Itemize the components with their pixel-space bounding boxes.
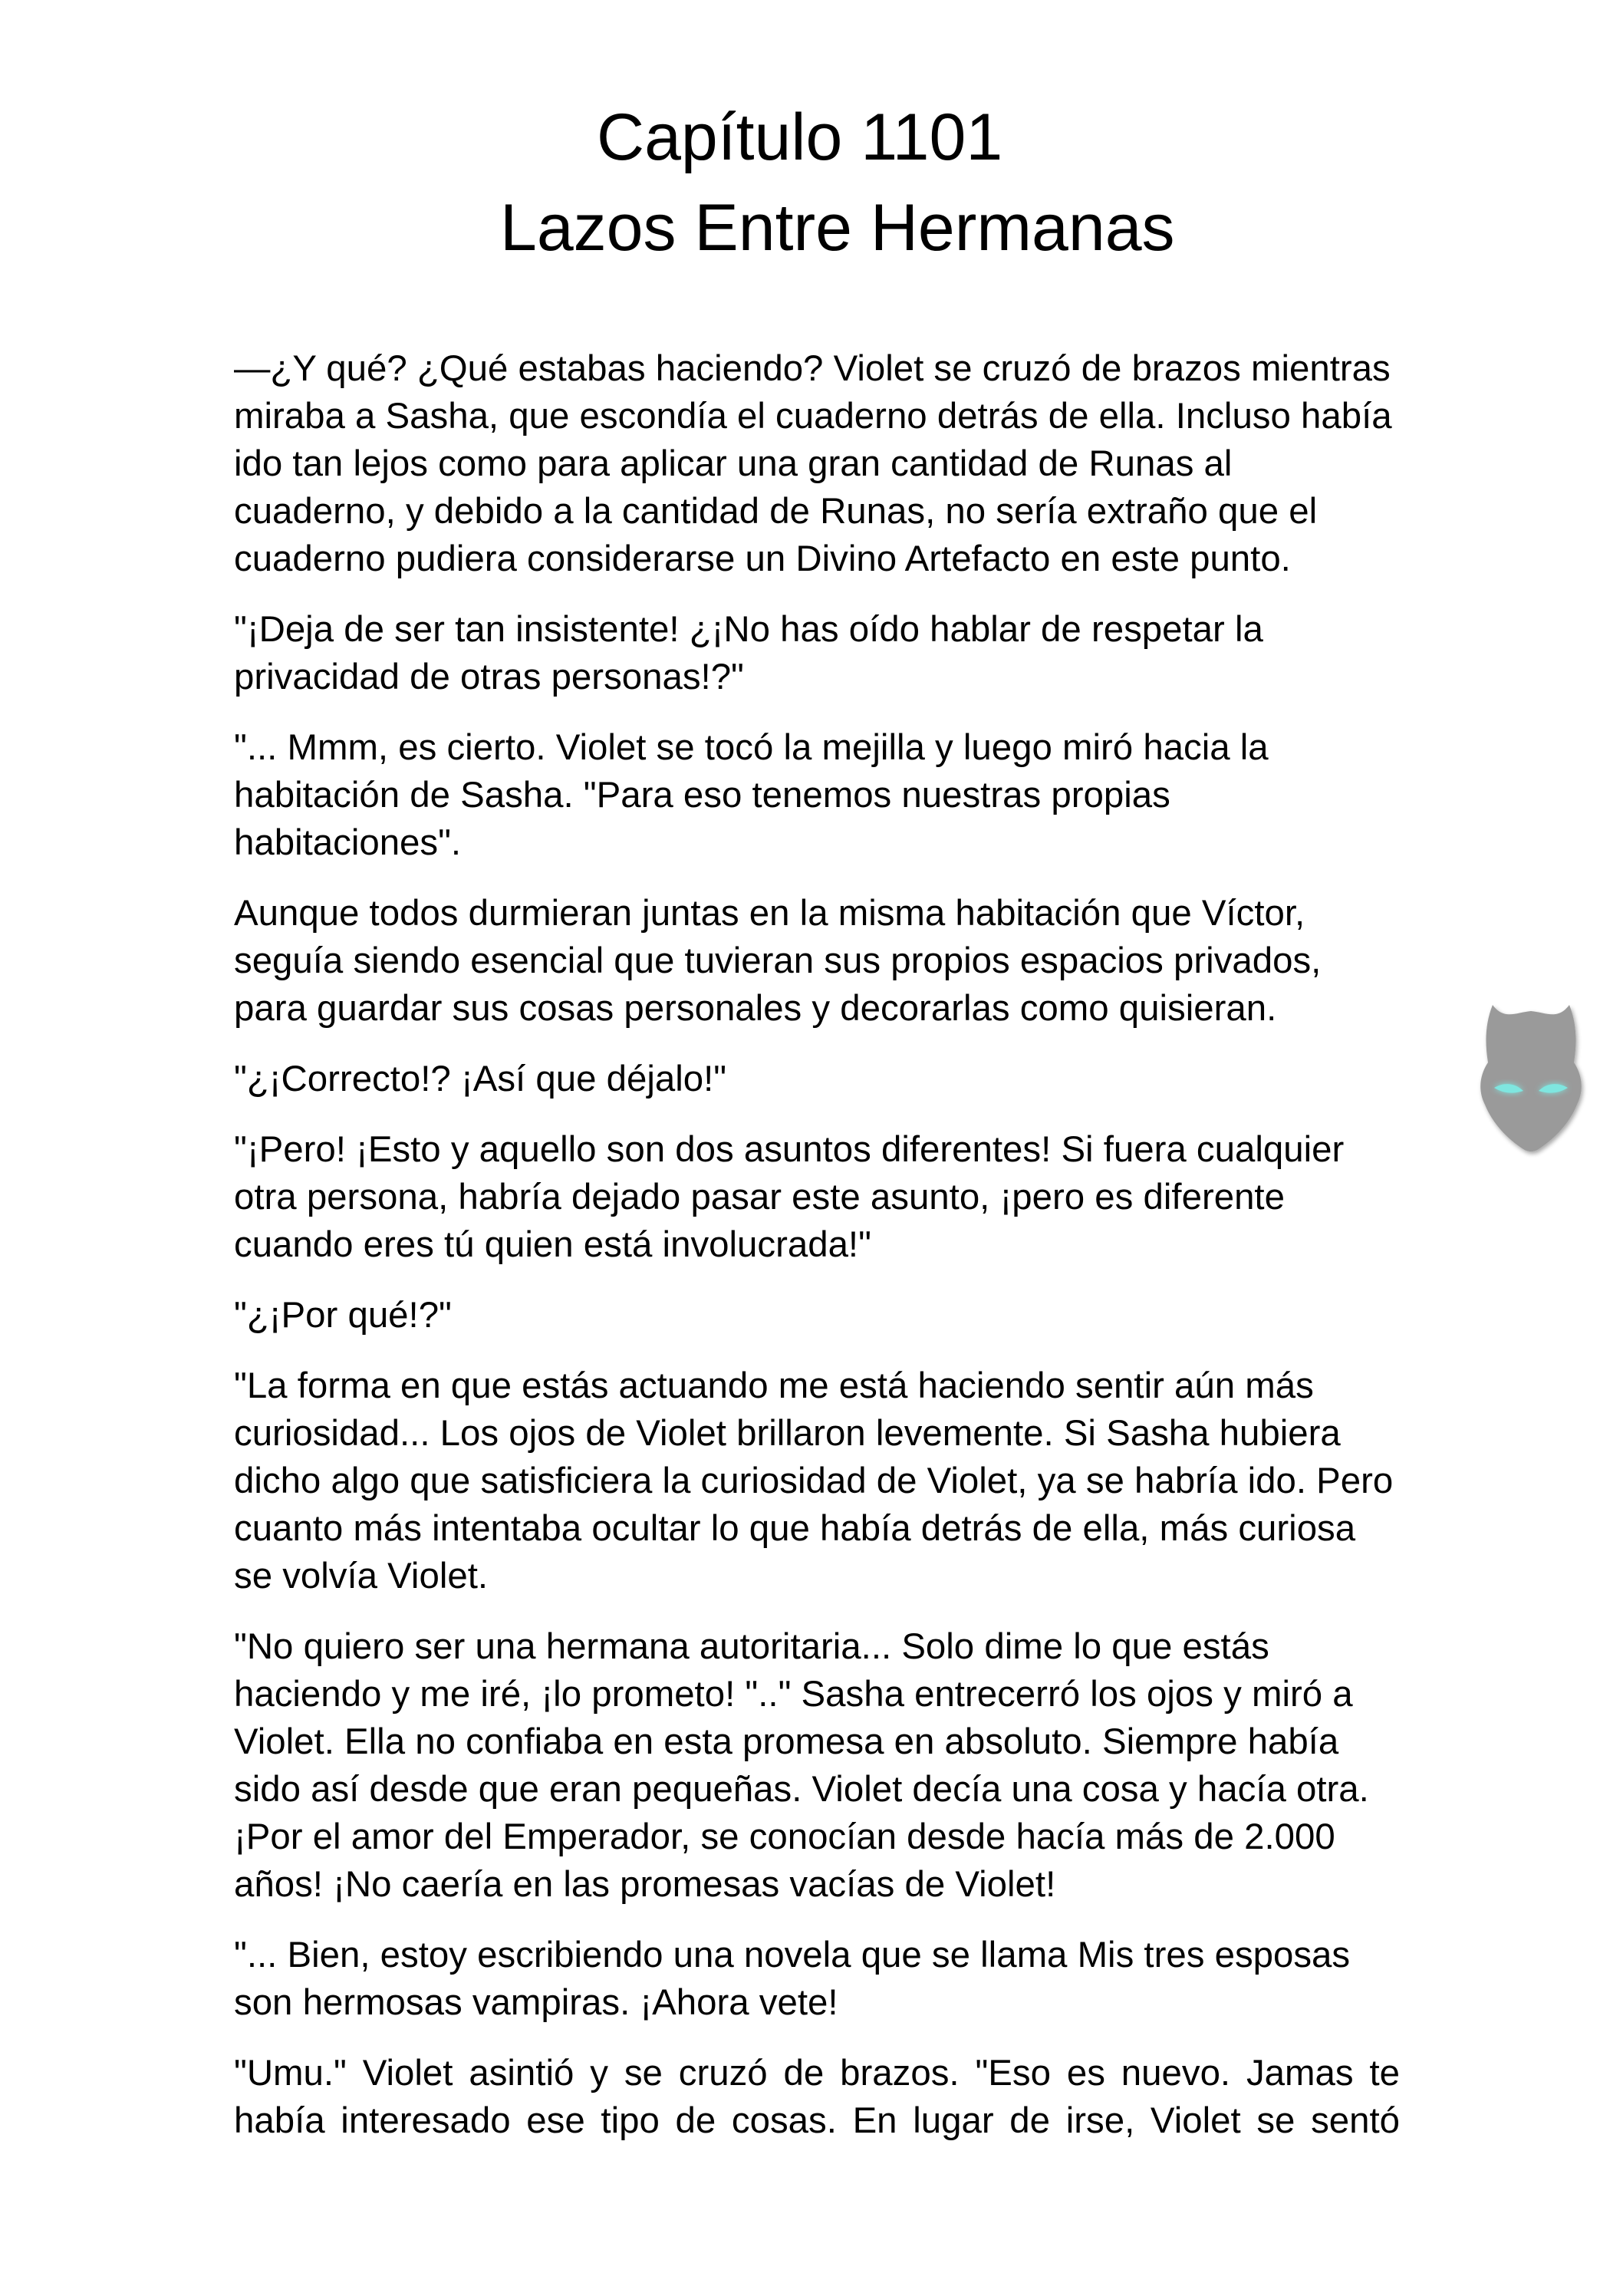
paragraph-6: "¡Pero! ¡Esto y aquello son dos asuntos diferentes! Si fuera cualquier otra persona, habría dejado pasar este asunto, ¡pero es diferente cuando eres tú quien está involucrada!" [234, 1129, 1345, 1265]
paragraph-9: "No quiero ser una hermana autoritaria... Solo dime lo que estás haciendo y me iré, ¡lo prometo! ".." Sasha entrecerró los ojos y miró a Violet. Ella no confiaba en esta promesa en absoluto. Siempre había sido así desde que eran pequeñas. Violet decía una cosa y hacía otra. ¡Por el amor del Emperador, se conocían desde hacía más de 2.000 años! ¡No caería en las promesas vacías de Violet! [234, 1626, 1369, 1905]
chapter-subtitle: Lazos Entre Hermanas [500, 191, 1175, 265]
chapter-title [0, 92, 1623, 273]
devil-head-icon [1462, 990, 1600, 1166]
paragraph-4: Aunque todos durmieran juntas en la misma habitación que Víctor, seguía siendo esencial que tuvieran sus propios espacios privados, para guardar sus cosas personales y decorarlas como quisieran. [234, 893, 1322, 1029]
paragraph-10: "... Bien, estoy escribiendo una novela que se llama Mis tres esposas son hermosas vampiras. ¡Ahora vete! [234, 1935, 1351, 2023]
paragraph-1: —¿Y qué? ¿Qué estabas haciendo? Violet se cruzó de brazos mientras miraba a Sasha, que escondía el cuaderno detrás de ella. Incluso había ido tan lejos como para aplicar una gran cantidad de Runas al cuaderno, y debido a la cantidad de Runas, no sería extraño que el cuaderno pudiera considerarse un Divino Artefacto en este punto. [234, 348, 1392, 579]
paragraph-11: "Umu." Violet asintió y se cruzó de brazos. "Eso es nuevo. Jamas te había interesado ese tipo de cosas. En lugar de irse, Violet se sentó [234, 2053, 1400, 2141]
paragraph-8: "La forma en que estás actuando me está haciendo sentir aún más curiosidad... Los ojos de Violet brillaron levemente. Si Sasha hubiera dicho algo que satisficiera la curiosidad de Violet, ya se habría ido. Pero cuanto más intentaba ocultar lo que había detrás de ella, más curiosa se volvía Violet. [234, 1365, 1394, 1596]
chapter-number: Capítulo 1101 [597, 100, 1003, 174]
paragraph-2: "¡Deja de ser tan insistente! ¿¡No has oído hablar de respetar la privacidad de otras personas!?" [234, 609, 1263, 697]
chapter-body [234, 345, 1400, 2168]
paragraph-5: "¿¡Correcto!? ¡Así que déjalo!" [234, 1059, 727, 1099]
paragraph-3: "... Mmm, es cierto. Violet se tocó la mejilla y luego miró hacia la habitación de Sasha. "Para eso tenemos nuestras propias habitaciones". [234, 727, 1269, 863]
paragraph-7: "¿¡Por qué!?" [234, 1295, 452, 1336]
